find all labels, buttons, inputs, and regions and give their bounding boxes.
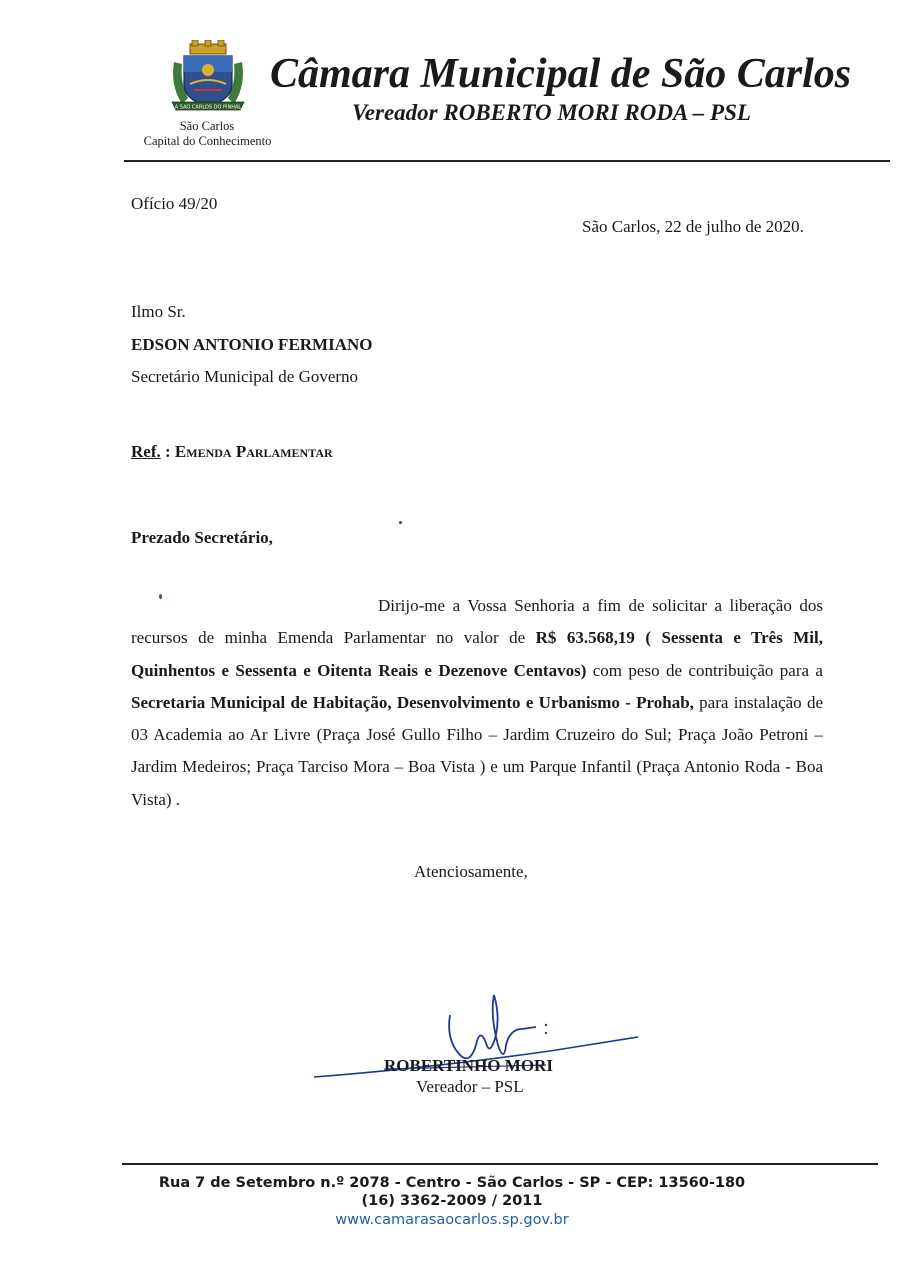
crest-slogan-caption: Capital do Conhecimento <box>143 134 272 148</box>
footer-address: Rua 7 de Setembro n.º 2078 - Centro - São Carlos - SP - CEP: 13560-180 <box>158 1175 746 1191</box>
body-secretariat: Secretaria Municipal de Habitação, Desenvolvimento e Urbanismo - Prohab, <box>131 692 694 712</box>
recipient-name: EDSON ANTONIO FERMIANO <box>131 335 373 354</box>
body-text-part3: para instalação de 03 Academia ao Ar Livre (Praça José Gullo Filho – Jardim Cruzeiro do Sul; Praça João Petroni – Jardim Medeiros; Praça Tarciso Mora – Boa Vista ) e um Parque Infantil (Praça Antonio Roda - Boa Vista) . <box>131 692 824 809</box>
office-number: Ofício 49/20 <box>131 194 218 213</box>
body-text-part1: Dirijo-me a Vossa Senhoria a fim de solicitar a liberação dos recursos de minha Emenda Parlamentar no valor de <box>131 596 823 648</box>
signer-name: ROBERTINHO MORI <box>384 1056 553 1075</box>
closing: Atenciosamente, <box>414 862 528 881</box>
body-amount: R$ 63.568,19 ( Sessenta e Três Mil, Quinhentos e Sessenta e Oitenta Reais e Dezenove Centavos) <box>131 628 823 680</box>
date-line: São Carlos, 22 de julho de 2020. <box>582 217 804 236</box>
header-divider <box>124 160 890 162</box>
crest-banner-text: A SAO CARLOS DO PINHAL <box>174 104 242 111</box>
ref-subject: Emenda Parlamentar <box>174 442 333 461</box>
crest-city-caption: São Carlos <box>179 119 235 133</box>
scan-speck <box>399 521 402 524</box>
recipient-role: Secretário Municipal de Governo <box>131 367 359 386</box>
salutation-title: Ilmo Sr. <box>131 302 186 321</box>
ref-label: Ref. <box>131 442 161 461</box>
sao-carlos-coat-of-arms-icon <box>168 40 248 118</box>
letterhead-subtitle: Vereador ROBERTO MORI RODA – PSL <box>352 100 751 125</box>
letterhead-title: Câmara Municipal de São Carlos <box>270 51 852 97</box>
footer-website[interactable]: www.camarasaocarlos.sp.gov.br <box>335 1212 569 1228</box>
ref-separator: : <box>160 442 175 461</box>
body-text-part2: com peso de contribuição para a <box>586 660 823 680</box>
signer-role: Vereador – PSL <box>416 1077 524 1096</box>
reference-line <box>131 442 333 462</box>
greeting: Prezado Secretário, <box>131 528 273 547</box>
footer-phone: (16) 3362-2009 / 2011 <box>361 1193 543 1209</box>
letter-body <box>131 590 823 816</box>
footer-divider <box>122 1163 878 1165</box>
